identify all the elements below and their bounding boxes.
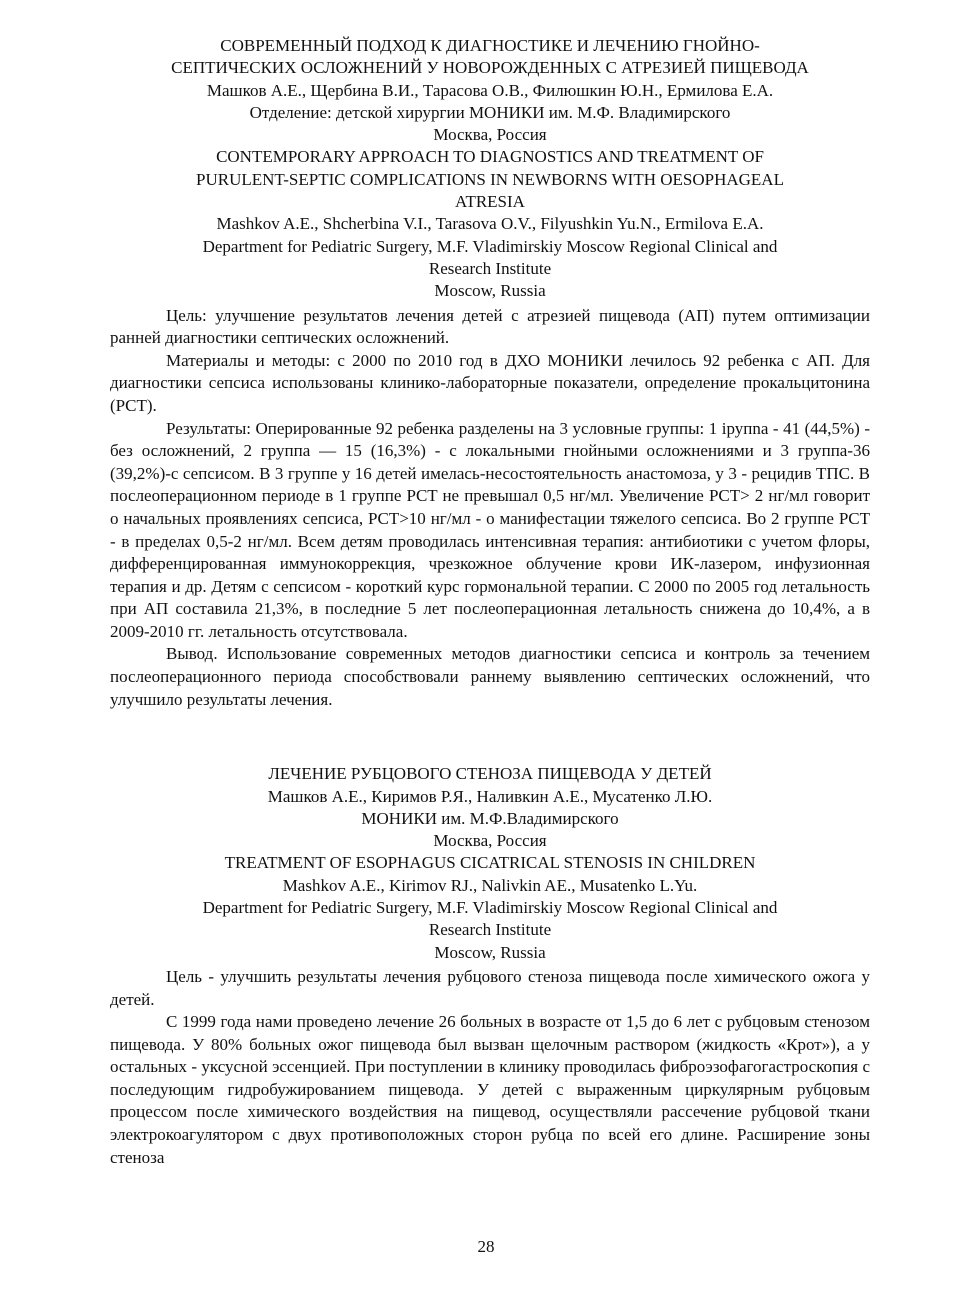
article-2-paragraph-aim: Цель - улучшить результаты лечения рубцового стеноза пищевода после химического ожога у детей. [110,966,870,1009]
article-1-department-en-line-1: Department for Pediatric Surgery, M.F. Vladimirskiy Moscow Regional Clinical and [202,236,778,256]
article-1-paragraph-aim: Цель: улучшение результатов лечения детей с атрезией пищевода (АП) путем оптимизации ранней диагностики септических осложнений. [110,305,870,348]
article-2-city-ru: Москва, Россия [433,831,547,851]
article-2-paragraph-methods: С 1999 года нами проведено лечение 26 больных в возрасте от 1,5 до 6 лет с рубцовым стенозом пищевода. У 80% больных ожог пищевода был вызван щелочным раствором (жидкость «Крот»), а у остальных - уксусной эссенцией. При поступлении в клинику проводилась фиброэзофагогастроскопия с последующим гидробужированием пищевода. У детей с выраженным циркулярным рубцовым процессом после химического воздействия на пищевод, осуществляли рассечение рубцовой ткани электрокоагулятором с двух противоположных сторон рубца по всей его длине. Расширение зоны стеноза [110,1012,870,1167]
article-2-title-en: TREATMENT OF ESOPHAGUS CICATRICAL STENOSIS IN CHILDREN [224,853,756,873]
document-page [110,35,870,1169]
page-number: 28 [477,1237,495,1256]
article-1-authors-ru: Машков А.Е., Щербина В.И., Тарасова О.В., Филюшкин Ю.Н., Ермилова Е.А. [206,80,774,100]
article-1-title-en-line-1: CONTEMPORARY APPROACH TO DIAGNOSTICS AND TREATMENT OF [216,147,764,167]
article-1-paragraph-conclusion: Вывод. Использование современных методов диагностики сепсиса и контроль за течением послеоперационного периода способствовали раннему выявлению септических осложнений, что улучшило результаты лечения. [110,644,870,709]
article-1-department-en-line-2: Research Institute [428,258,552,278]
article-1-city-en: Moscow, Russia [434,281,546,301]
article-1-title-ru-line-2: СЕПТИЧЕСКИХ ОСЛОЖНЕНИЙ У НОВОРОЖДЕННЫХ С АТРЕЗИЕЙ ПИЩЕВОДА [171,58,809,78]
article-1-department-ru: Отделение: детской хирургии МОНИКИ им. М.Ф. Владимирского [249,102,731,122]
article-1-title-ru-line-1: СОВРЕМЕННЫЙ ПОДХОД К ДИАГНОСТИКЕ И ЛЕЧЕНИЮ ГНОЙНО- [220,36,760,55]
article-2-department-en-line-1: Department for Pediatric Surgery, M.F. Vladimirskiy Moscow Regional Clinical and [202,898,778,918]
article-1-authors-en: Mashkov A.E., Shcherbina V.I., Tarasova O.V., Filyushkin Yu.N., Ermilova E.A. [216,214,764,234]
article-1-title-en-line-3: ATRESIA [455,192,525,212]
article-1-city-ru: Москва, Россия [433,125,547,145]
article-2-title-ru: ЛЕЧЕНИЕ РУБЦОВОГО СТЕНОЗА ПИЩЕВОДА У ДЕТЕЙ [268,764,712,784]
article-2-city-en: Moscow, Russia [434,942,546,962]
article-2-department-en-line-2: Research Institute [428,920,552,940]
article-1-paragraph-methods: Материалы и методы: с 2000 по 2010 год в ДХО МОНИКИ лечилось 92 ребенка с АП. Для диагностики сепсиса использованы клинико-лабораторные показатели, определение прокальцитонина (PCT). [110,350,870,415]
article-2-department-ru: МОНИКИ им. М.Ф.Владимирского [361,808,619,828]
article-1-paragraph-results: Результаты: Оперированные 92 ребенка разделены на 3 условные группы: 1 iрупnа - 41 (44,5%) - без осложнений, 2 группа — 15 (16,3%) - с локальными гнойными осложнениями и 3 группа-36 (39,2%)-с сепсисом. В 3 группе у 16 детей имелась-несостоятельность анастомоза, у 3 - рецидив ТПС. В послеоперационном периоде в 1 группе PCT не превышал 0,5 нг/мл. Увеличение PCT> 2 нг/мл говорит о начальных проявлениях сепсиса, PCT>10 нг/мл - о манифестации тяжелого сепсиса. Во 2 группе PCT - в пределах 0,5-2 нг/мл. Всем детям проводилась интенсивная терапия: антибиотики с учетом флоры, дифференцированная иммунокоррекция, чрезкожное облучение крови ИК-лазером, инфузионная терапия и др. Детям с сепсисом - короткий курс гормональной терапии. С 2000 по 2005 год летальность при АП составила 21,3%, в последние 5 лет послеоперационная летальность снижена до 10,4%, а в 2009-2010 гг. летальность отсутствовала. [110,418,870,641]
article-1-title-en-line-2: PURULENT-SEPTIC COMPLICATIONS IN NEWBORNS WITH OESOPHAGEAL [196,169,784,189]
article-2-authors-ru: Машков А.Е., Киримов Р.Я., Наливкин А.Е., Мусатенко Л.Ю. [267,786,713,806]
article-1 [110,35,870,711]
article-2 [110,763,870,1169]
article-2-authors-en: Mashkov A.E., Kirimov RJ., Nalivkin AE., Musatenko L.Yu. [282,875,698,895]
